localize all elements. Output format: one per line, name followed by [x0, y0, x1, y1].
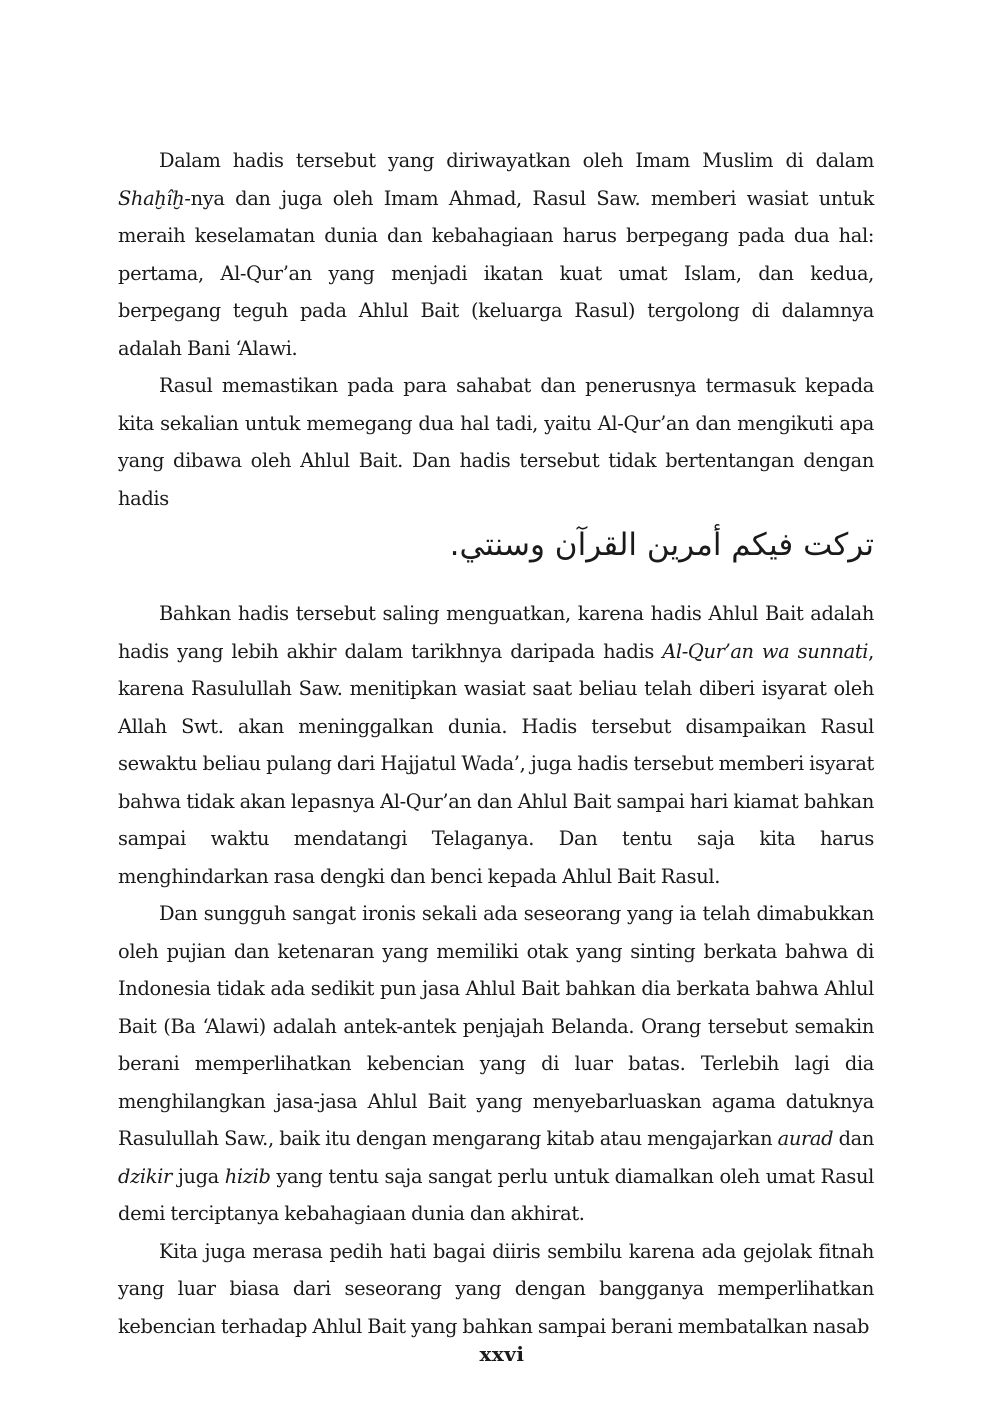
paragraph-1 [118, 142, 874, 367]
paragraph-5: Kita juga merasa pedih hati bagai diiris sembilu karena ada gejolak fitnah yang luar biasa dari seseorang yang dengan bangganya memperlihatkan kebencian terhadap Ahlul Bait yang bahkan sampai berani membatalkan nasab [118, 1239, 874, 1338]
paragraph-3-text-a: Bahkan hadis tersebut saling menguatkan, karena hadis Ahlul Bait adalah hadis yang lebih akhir dalam tarikhnya daripada hadis [118, 602, 874, 663]
paragraph-3-text-b: , karena Rasulullah Saw. menitipkan wasiat saat beliau telah diberi isyarat oleh Allah Swt. akan meninggalkan dunia. Hadis tersebut disampaikan Rasul sewaktu beliau pulang dari Hajjatul Wada’, juga hadis tersebut memberi isyarat bahwa tidak akan lepasnya Al-Qur’an dan Ahlul Bait sampai hari kiamat bahkan sampai waktu mendatangi Telaganya. Dan tentu saja kita harus menghindarkan rasa dengki dan benci kepada Ahlul Bait Rasul. [118, 639, 874, 888]
paragraph-4-text-b: yang tentu saja sangat perlu untuk diamalkan oleh umat Rasul demi terciptanya kebahagiaan dunia dan akhirat. [118, 1164, 875, 1225]
paragraph-1-text-a: Dalam hadis tersebut yang diriwayatkan oleh Imam Muslim di dalam [159, 149, 874, 172]
page-number: xxvi [479, 1342, 525, 1366]
paragraph-1-text-b: -nya dan juga oleh Imam Ahmad, Rasul Saw. memberi wasiat untuk meraih keselamatan dunia dan kebahagiaan harus berpegang pada dua hal: pertama, Al-Qur’an yang menjadi ikatan kuat umat Islam, dan kedua, berpegang teguh pada Ahlul Bait (keluarga Rasul) tergolong di dalamnya adalah Bani ‘Alawi. [118, 186, 874, 360]
paragraph-4 [118, 895, 874, 1233]
paragraph-2: Rasul memastikan pada para sahabat dan penerusnya termasuk kepada kita sekalian untuk memegang dua hal tadi, yaitu Al-Qur’an dan mengikuti apa yang dibawa oleh Ahlul Bait. Dan hadis tersebut tidak bertentangan dengan hadis [118, 374, 874, 510]
paragraph-3 [118, 595, 874, 895]
paragraph-4-conj-dan: dan [833, 1127, 874, 1150]
hadith-title-italic: Al-Qur’an wa sunnati [662, 639, 869, 663]
page-body [118, 142, 874, 1345]
paragraph-4-conj-juga: juga [171, 1164, 225, 1188]
dzikir-term: dzikir [118, 1164, 172, 1188]
hizib-term: hizib [224, 1164, 271, 1188]
shahih-term: Shaḫîḫ [118, 186, 185, 210]
aurad-term: aurad [777, 1127, 834, 1150]
arabic-hadith: تركت فيكم أمرين القرآن وسنتي. [449, 527, 874, 563]
paragraph-4-text-a: Dan sungguh sangat ironis sekali ada seseorang yang ia telah dimabukkan oleh pujian dan ketenaran yang memiliki otak yang sinting berkata bahwa di Indonesia tidak ada sedikit pun jasa Ahlul Bait bahkan dia berkata bahwa Ahlul Bait (Ba ‘Alawi) adalah antek-antek penjajah Belanda. Orang tersebut semakin berani memperlihatkan kebencian yang di luar batas. Terlebih lagi dia menghilangkan jasa-jasa Ahlul Bait yang menyebarluaskan agama datuknya Rasulullah Saw., baik itu dengan mengarang kitab atau mengajarkan [118, 902, 874, 1150]
